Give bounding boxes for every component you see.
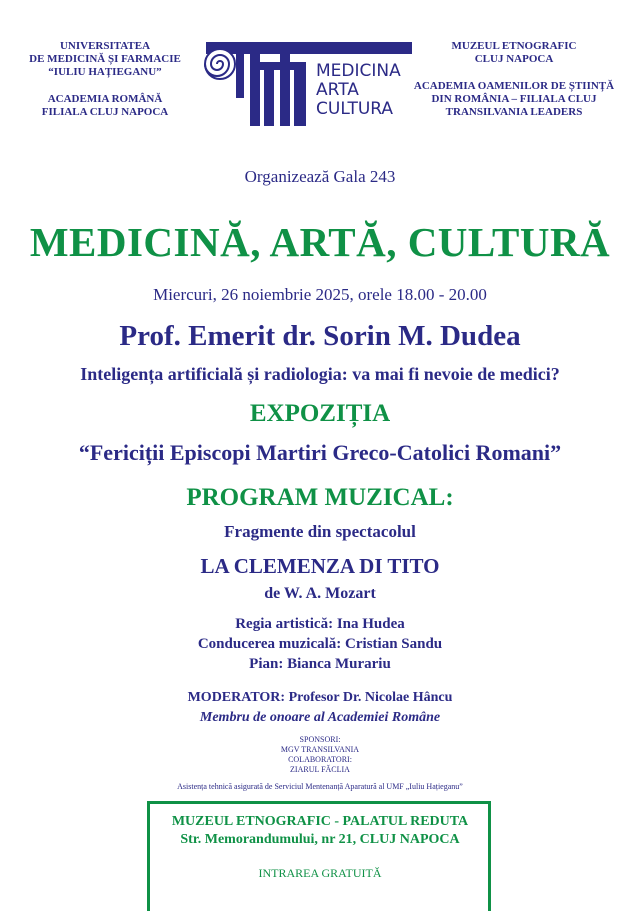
program-heading: PROGRAM MUZICAL: bbox=[186, 484, 454, 511]
header-right-line: MUZEUL ETNOGRAFIC bbox=[451, 40, 577, 52]
header-left-line: “IULIU HAȚIEGANU” bbox=[48, 66, 162, 78]
credits-block bbox=[0, 614, 640, 674]
opera-title: LA CLEMENZA DI TITO bbox=[200, 554, 440, 578]
exhibition-heading: EXPOZIȚIA bbox=[249, 400, 391, 427]
header-left-line: DE MEDICINĂ ȘI FARMACIE bbox=[29, 53, 181, 65]
header-right-line: DIN ROMÂNIA – FILIALA CLUJ bbox=[431, 93, 597, 105]
sponsors-block bbox=[0, 735, 640, 775]
composer-line: de W. A. Mozart bbox=[264, 585, 376, 602]
speaker-name: Prof. Emerit dr. Sorin M. Dudea bbox=[119, 320, 521, 352]
sponsor-line: COLABORATORI: bbox=[288, 755, 352, 764]
header-right-block bbox=[396, 40, 632, 119]
credit-line: Conducerea muzicală: Cristian Sandu bbox=[197, 636, 443, 652]
credit-line: Regia artistică: Ina Hudea bbox=[235, 616, 405, 632]
logo-word: CULTURA bbox=[316, 99, 394, 119]
logo-word: MEDICINA bbox=[316, 61, 401, 81]
header-right-line: ACADEMIA OAMENILOR DE ȘTIINȚĂ bbox=[413, 80, 615, 92]
event-title: MEDICINĂ, ARTĂ, CULTURĂ bbox=[29, 219, 611, 265]
venue-address: Str. Memorandumului, nr 21, CLUJ NAPOCA bbox=[180, 832, 460, 847]
header-left-block bbox=[10, 40, 200, 119]
moderator-line: MODERATOR: Profesor Dr. Nicolae Hâncu bbox=[187, 690, 453, 705]
logo-word: ARTA bbox=[316, 80, 359, 100]
logo bbox=[198, 40, 414, 130]
header-right-line: TRANSILVANIA LEADERS bbox=[445, 106, 583, 118]
sponsor-line: ZIARUL FĂCLIA bbox=[290, 765, 350, 774]
event-date: Miercuri, 26 noiembrie 2025, orele 18.00 - 20.00 bbox=[153, 285, 487, 304]
logo-text bbox=[316, 62, 401, 119]
organizer-line: Organizează Gala 243 bbox=[244, 167, 396, 186]
header-left-line: FILIALA CLUJ NAPOCA bbox=[41, 106, 169, 118]
talk-title: Inteligența artificială și radiologia: va mai fi nevoie de medici? bbox=[80, 364, 560, 384]
fragment-line: Fragmente din spectacolul bbox=[224, 522, 416, 541]
sponsor-line: MGV TRANSILVANIA bbox=[280, 745, 360, 754]
sponsor-line: SPONSORI: bbox=[299, 735, 341, 744]
moderator-role: Membru de onoare al Academiei Române bbox=[199, 710, 441, 725]
credit-line: Pian: Bianca Murariu bbox=[249, 656, 391, 672]
entry-note: INTRAREA GRATUITĂ bbox=[258, 866, 382, 880]
tech-note: Asistența tehnică asigurată de Serviciul Mentenanță Aparatură al UMF „Iuliu Hațieganu” bbox=[177, 782, 463, 791]
header-right-line: CLUJ NAPOCA bbox=[474, 53, 554, 65]
venue-name: MUZEUL ETNOGRAFIC - PALATUL REDUTA bbox=[171, 814, 469, 829]
header-left-line: ACADEMIA ROMÂNĂ bbox=[47, 93, 163, 105]
header-left-line: UNIVERSITATEA bbox=[59, 40, 151, 52]
exhibition-title: “Fericiții Episcopi Martiri Greco-Catolici Romani” bbox=[78, 440, 562, 465]
